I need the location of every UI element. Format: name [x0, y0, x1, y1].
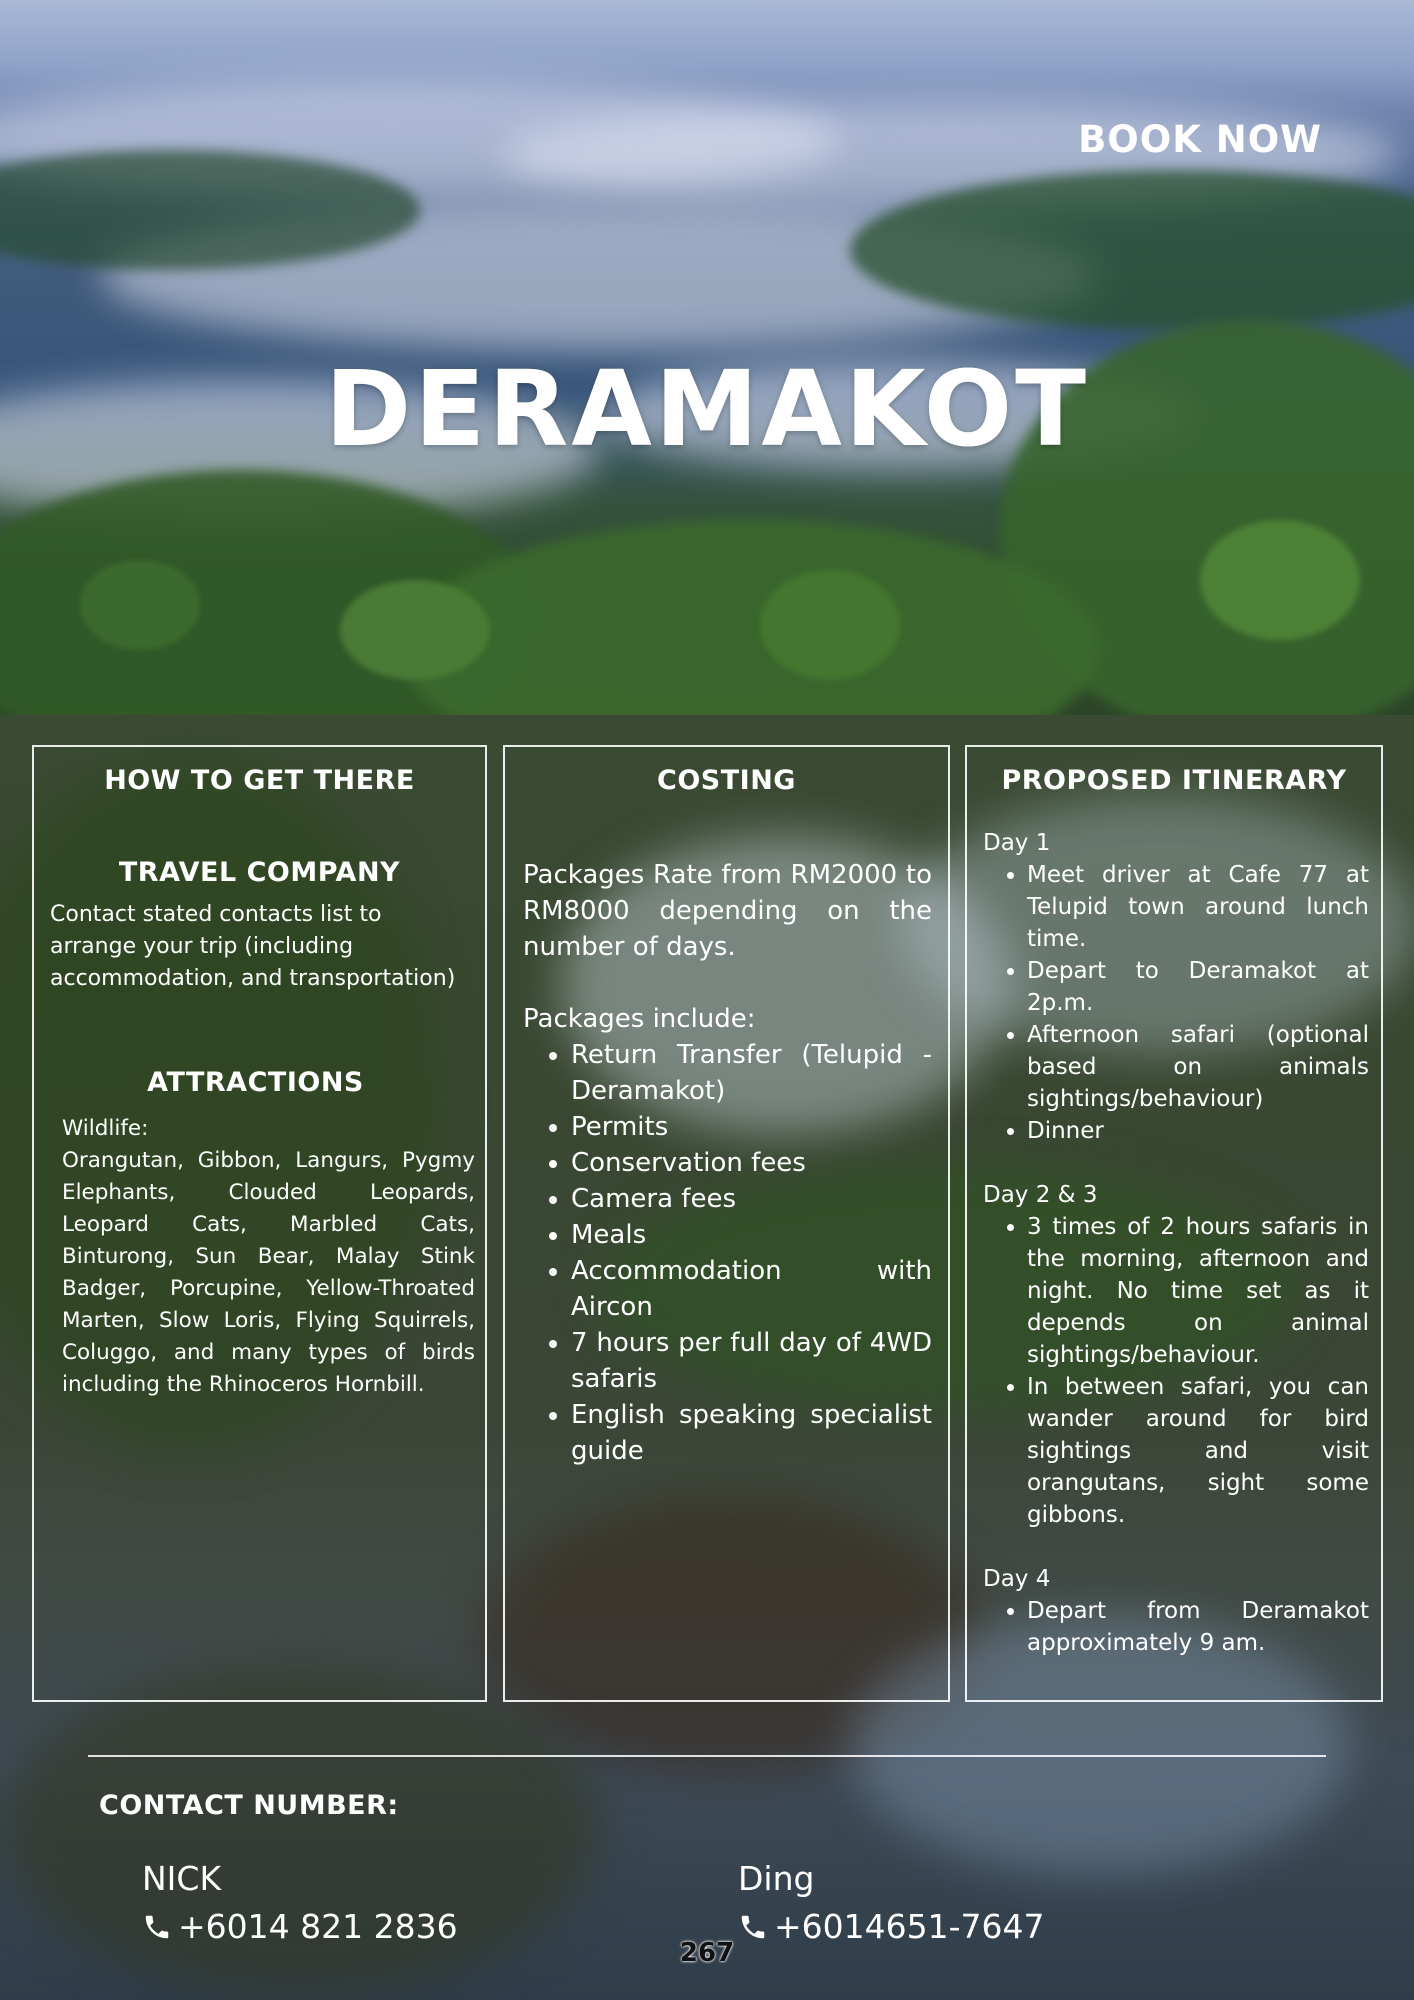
hero-forest-image [0, 0, 1414, 715]
wildlife-list-text: Orangutan, Gibbon, Langurs, Pygmy Elephants, Clouded Leopards, Leopard Cats, Marbled Cats, Binturong, Sun Bear, Malay Stink Badger, Porcupine, Yellow-Throated Marten, Slow Loris, Flying Squirrels, Coluggo, and many types of birds including the Rhinoceros Hornbill. [62, 1148, 475, 1397]
list-item: • Camera fees [571, 1181, 932, 1217]
list-item: • Permits [571, 1109, 932, 1145]
day-label: Day 4 [983, 1566, 1051, 1592]
list-item: • English speaking specialist guide [571, 1397, 932, 1469]
list-item: • Accommodation with Aircon [571, 1253, 932, 1325]
package-rate-text: Packages Rate from RM2000 to RM8000 depending on the number of days. [523, 860, 932, 962]
day-2-3-list [983, 1211, 1369, 1531]
day-label: Day 2 & 3 [983, 1182, 1098, 1208]
contact-name: NICK [142, 1859, 222, 1898]
list-item: • Meet driver at Cafe 77 at Telupid town around lunch time. [1027, 859, 1369, 955]
list-item: • Afternoon safari (optional based on animals sightings/behaviour) [1027, 1019, 1369, 1115]
page-title: DERAMAKOT [324, 348, 1090, 470]
itinerary-body [983, 827, 1369, 1659]
list-item: • Depart to Deramakot at 2p.m. [1027, 955, 1369, 1019]
itinerary-panel [965, 745, 1383, 1702]
list-item: • Depart from Deramakot approximately 9 am. [1027, 1595, 1369, 1659]
list-item: • 7 hours per full day of 4WD safaris [571, 1325, 932, 1397]
list-item: • In between safari, you can wander around for bird sightings and visit orangutans, sight some gibbons. [1027, 1371, 1369, 1531]
contact-phone[interactable]: +6014651-7647 [774, 1907, 1045, 1946]
how-to-get-there-title: HOW TO GET THERE [104, 765, 415, 796]
book-now-button[interactable]: BOOK NOW [1078, 118, 1322, 161]
list-item: • Return Transfer (Telupid - Deramakot) [571, 1037, 932, 1109]
list-item: • Conservation fees [571, 1145, 932, 1181]
costing-panel [503, 745, 950, 1702]
day-4-list [983, 1595, 1369, 1659]
contact-phone[interactable]: +6014 821 2836 [178, 1907, 458, 1946]
contact-title: CONTACT NUMBER: [99, 1790, 399, 1821]
costing-title: COSTING [657, 765, 796, 796]
divider [88, 1755, 1326, 1757]
packages-include-list [523, 1037, 932, 1469]
travel-company-title: TRAVEL COMPANY [118, 857, 401, 888]
attractions-text [62, 1113, 475, 1401]
day-1-list [983, 859, 1369, 1147]
day-label: Day 1 [983, 830, 1051, 856]
contact-card-ding [738, 1855, 1045, 1951]
page-number: 267 [679, 1938, 735, 1968]
wildlife-label: Wildlife: [62, 1116, 149, 1141]
travel-company-text: Contact stated contacts list to arrange your trip (including accommodation, and transportation) [50, 902, 456, 991]
contact-card-nick [142, 1855, 458, 1951]
list-item: • Dinner [1027, 1115, 1369, 1147]
list-item: • 3 times of 2 hours safaris in the morning, afternoon and night. No time set as it depends on animal sightings/behaviour. [1027, 1211, 1369, 1371]
itinerary-title: PROPOSED ITINERARY [1001, 765, 1347, 796]
packages-include-label: Packages include: [523, 1004, 756, 1034]
list-item: • Meals [571, 1217, 932, 1253]
attractions-title: ATTRACTIONS [147, 1067, 364, 1098]
contact-name: Ding [738, 1859, 815, 1898]
how-to-get-there-panel [32, 745, 487, 1702]
costing-body [523, 857, 932, 1469]
